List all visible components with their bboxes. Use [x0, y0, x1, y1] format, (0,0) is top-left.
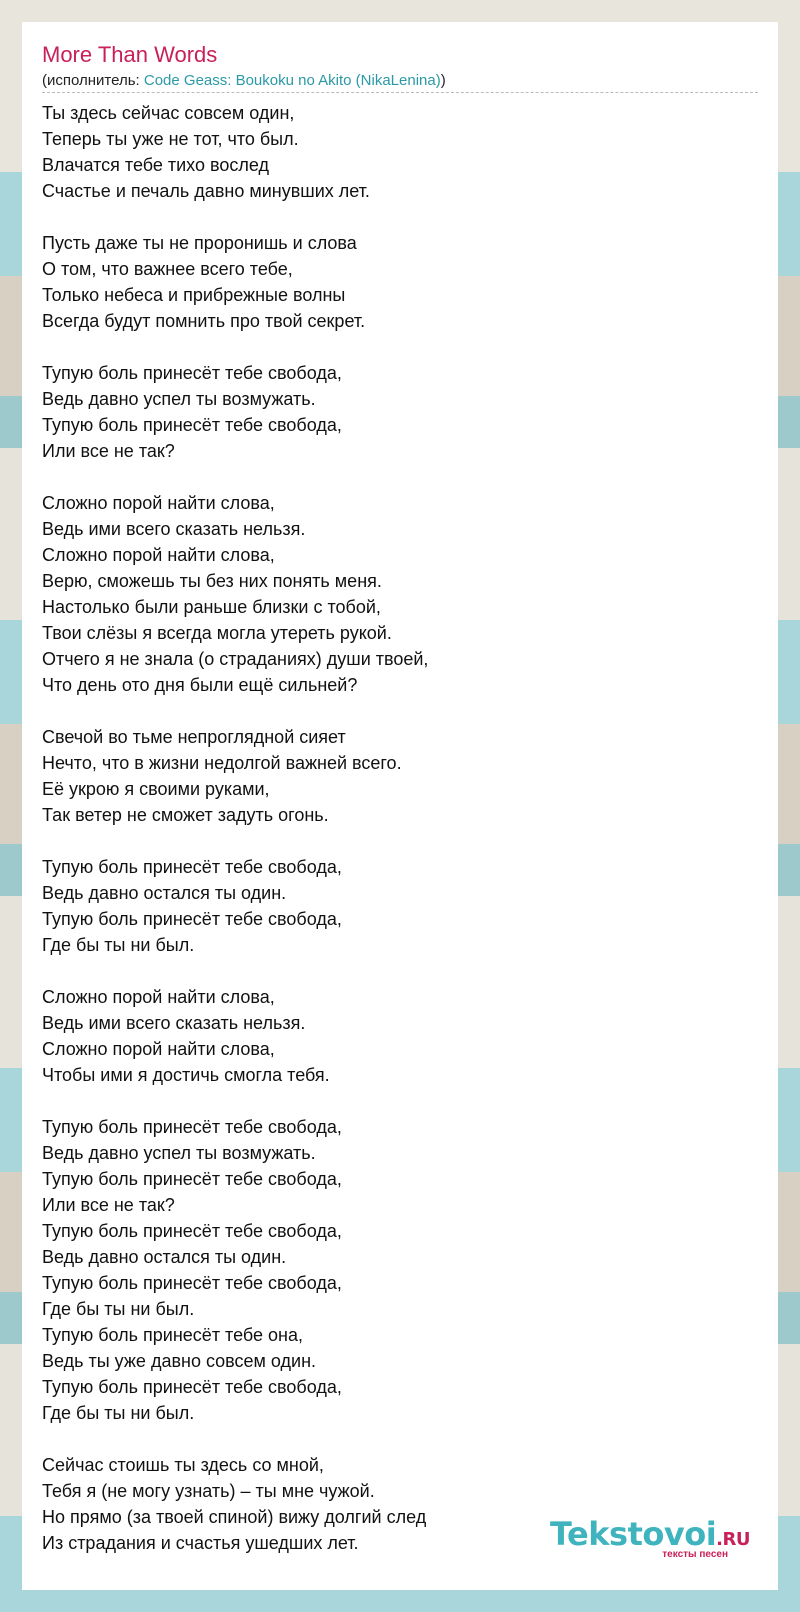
song-title: More Than Words — [42, 42, 218, 67]
lyric-line: Влачатся тебе тихо вослед — [42, 155, 269, 175]
lyrics-card — [22, 22, 778, 1590]
lyric-line: Тупую боль принесёт тебе свобода, — [42, 909, 342, 929]
lyric-line: Тупую боль принесёт тебе свобода, — [42, 857, 342, 877]
lyric-line: Свечой во тьме непроглядной сияет — [42, 727, 346, 747]
lyric-line: Ведь ими всего сказать нельзя. — [42, 1013, 306, 1033]
lyric-line: Ты здесь сейчас совсем один, — [42, 103, 295, 123]
lyric-line: Так ветер не сможет задуть огонь. — [42, 805, 329, 825]
performer-label: (исполнитель: — [42, 72, 144, 89]
lyric-line: Тупую боль принесёт тебе свобода, — [42, 363, 342, 383]
lyric-line: Твои слёзы я всегда могла утереть рукой. — [42, 623, 392, 643]
lyrics-stanza — [42, 984, 742, 1088]
lyric-line: Сложно порой найти слова, — [42, 1039, 275, 1059]
lyric-line: Пусть даже ты не проронишь и слова — [42, 233, 357, 253]
lyric-line: Тебя я (не могу узнать) – ты мне чужой. — [42, 1481, 375, 1501]
performer-close: ) — [440, 72, 446, 89]
lyric-line: Настолько были раньше близки с тобой, — [42, 597, 381, 617]
lyrics-stanza — [42, 1114, 742, 1426]
performer-link[interactable]: Code Geass: Boukoku no Akito (NikaLenina) — [143, 72, 441, 89]
lyrics-stanza — [42, 230, 742, 334]
lyrics-stanza — [42, 854, 742, 958]
lyric-line: Где бы ты ни был. — [42, 1299, 195, 1319]
lyric-line: Ведь ими всего сказать нельзя. — [42, 519, 306, 539]
lyric-line: Сейчас стоишь ты здесь со мной, — [42, 1455, 324, 1475]
lyric-line: Или все не так? — [42, 441, 175, 461]
lyric-line: Нечто, что в жизни недолгой важней всего. — [42, 753, 402, 773]
logo-tagline: тексты песен — [662, 1549, 728, 1560]
lyric-line: Её укрою я своими руками, — [42, 779, 270, 799]
logo-tld: .RU — [716, 1529, 750, 1550]
lyric-line: Что день ото дня были ещё сильней? — [42, 675, 358, 695]
lyrics-stanza — [42, 100, 742, 204]
lyric-line: Тупую боль принесёт тебе свобода, — [42, 1221, 342, 1241]
lyric-line: Ведь давно остался ты один. — [42, 883, 287, 903]
lyric-line: Тупую боль принесёт тебе свобода, — [42, 1377, 342, 1397]
logo-wordmark — [550, 1515, 750, 1553]
lyric-line: Где бы ты ни был. — [42, 935, 195, 955]
lyric-line: Тупую боль принесёт тебе свобода, — [42, 415, 342, 435]
lyric-line: Где бы ты ни был. — [42, 1403, 195, 1423]
lyric-line: Всегда будут помнить про твой секрет. — [42, 311, 366, 331]
lyrics-stanza — [42, 360, 742, 464]
lyric-line: Или все не так? — [42, 1195, 175, 1215]
lyric-line: Ведь давно остался ты один. — [42, 1247, 287, 1267]
lyric-line: Верю, сможешь ты без них понять меня. — [42, 571, 382, 591]
site-logo[interactable] — [550, 1515, 750, 1560]
lyric-line: Ведь ты уже давно совсем один. — [42, 1351, 317, 1371]
lyric-line: Ведь давно успел ты возмужать. — [42, 389, 316, 409]
lyric-line: Теперь ты уже не тот, что был. — [42, 129, 299, 149]
lyric-line: Тупую боль принесёт тебе она, — [42, 1325, 303, 1345]
lyric-line: Сложно порой найти слова, — [42, 987, 275, 1007]
lyric-line: Из страдания и счастья ушедших лет. — [42, 1533, 359, 1553]
lyric-line: Чтобы ими я достичь смогла тебя. — [42, 1065, 330, 1085]
title-divider — [42, 92, 758, 93]
lyric-line: Тупую боль принесёт тебе свобода, — [42, 1169, 342, 1189]
lyric-line: Ведь давно успел ты возмужать. — [42, 1143, 316, 1163]
lyric-line: Отчего я не знала (о страданиях) души твоей, — [42, 649, 429, 669]
performer-line — [42, 72, 446, 89]
lyric-line: Тупую боль принесёт тебе свобода, — [42, 1117, 342, 1137]
lyric-line: Сложно порой найти слова, — [42, 545, 275, 565]
lyrics-body — [42, 100, 742, 1582]
logo-name: Tekstovoi — [549, 1515, 717, 1553]
lyric-line: Сложно порой найти слова, — [42, 493, 275, 513]
lyric-line: Только небеса и прибрежные волны — [42, 285, 346, 305]
lyric-line: О том, что важнее всего тебе, — [42, 259, 293, 279]
lyric-line: Но прямо (за твоей спиной) вижу долгий след — [42, 1507, 427, 1527]
lyrics-stanza — [42, 724, 742, 828]
lyric-line: Счастье и печаль давно минувших лет. — [42, 181, 370, 201]
lyrics-stanza — [42, 490, 742, 698]
lyric-line: Тупую боль принесёт тебе свобода, — [42, 1273, 342, 1293]
